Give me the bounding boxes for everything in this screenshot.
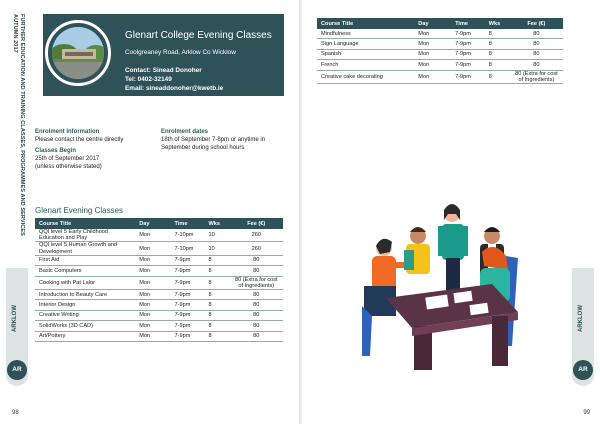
cell-weeks: 8 <box>205 321 230 331</box>
cell-fee: 80 <box>510 60 563 70</box>
college-building-photo <box>52 27 104 79</box>
region-tab-label: ARKLOW <box>12 305 18 332</box>
cell-day: Mon <box>135 300 170 310</box>
cell-weeks: 8 <box>485 39 510 49</box>
cell-time: 7-9pm <box>451 60 485 70</box>
glenart-classes-table <box>35 218 283 342</box>
cell-weeks: 8 <box>205 276 230 289</box>
table-row <box>35 229 283 242</box>
cell-course: Art/Pottery <box>35 331 135 341</box>
table-header-row <box>35 218 283 229</box>
classes-begin-note: (unless otherwise stated) <box>35 164 102 170</box>
enrolment-dates-line1: 18th of September 7-8pm or anytime in <box>161 137 266 143</box>
cell-course: Cooking with Pat Lalor <box>35 276 135 289</box>
table-row <box>35 331 283 341</box>
cell-course: Introduction to Beauty Care <box>35 290 135 300</box>
cell-weeks: 8 <box>485 70 510 83</box>
cell-day: Mon <box>135 290 170 300</box>
glenart-classes-table-continued <box>317 18 563 84</box>
cell-weeks: 8 <box>485 60 510 70</box>
cell-day: Mon <box>414 60 451 70</box>
cell-time: 7-9pm <box>451 29 485 39</box>
cell-fee: 260 <box>230 242 283 255</box>
contact-person: Contact: Sinead Donoher <box>125 67 202 74</box>
cell-fee: 80 <box>230 300 283 310</box>
cell-weeks: 8 <box>205 290 230 300</box>
cell-fee: 80 <box>230 310 283 320</box>
cell-fee: 80 <box>230 266 283 276</box>
cell-course: French <box>317 60 414 70</box>
cell-course: Spanish <box>317 49 414 59</box>
cell-time: 7-9pm <box>171 321 205 331</box>
enrolment-info-label: Enrolment Information <box>35 129 100 135</box>
table-row <box>35 300 283 310</box>
enrolment-dates-label: Enrolment dates <box>161 129 209 135</box>
classes-begin-date: 25th of September 2017 <box>35 156 100 162</box>
section-title: Glenart Evening Classes <box>35 206 124 215</box>
enrolment-dates <box>161 128 291 152</box>
table-row <box>317 39 563 49</box>
cell-weeks: 10 <box>205 229 230 242</box>
cell-day: Mon <box>414 70 451 83</box>
cell-course: Mindfulness <box>317 29 414 39</box>
col-header-course: Course Title <box>35 218 135 229</box>
cell-time: 7-9pm <box>171 310 205 320</box>
cell-time: 7-9pm <box>171 300 205 310</box>
cell-day: Mon <box>135 266 170 276</box>
cell-day: Mon <box>414 49 451 59</box>
cell-course: SolidWorks (3D CAD) <box>35 321 135 331</box>
cell-fee: 80 <box>510 29 563 39</box>
cell-day: Mon <box>135 276 170 289</box>
cell-weeks: 10 <box>205 242 230 255</box>
cell-time: 7-9pm <box>451 39 485 49</box>
cell-course: Creative Writing <box>35 310 135 320</box>
enrolment-dates-line2: September during school hours <box>161 145 245 151</box>
cell-weeks: 8 <box>485 49 510 59</box>
cell-time: 7-9pm <box>171 266 205 276</box>
cell-day: Mon <box>414 29 451 39</box>
table-row <box>35 255 283 265</box>
college-address: Coolgreaney Road, Arklow Co Wicklow <box>125 49 236 56</box>
cell-time: 7-9pm <box>451 70 485 83</box>
cell-course: Basic Computers <box>35 266 135 276</box>
cell-day: Mon <box>135 310 170 320</box>
cell-weeks: 8 <box>205 266 230 276</box>
cell-fee: 260 <box>230 229 283 242</box>
cell-weeks: 8 <box>205 300 230 310</box>
cell-course: QQI level 5 Early Childhood Education and Play <box>35 229 135 242</box>
cell-fee: 80 <box>230 255 283 265</box>
cell-fee: 80 (Extra for cost of Ingredients) <box>510 70 563 83</box>
table-row <box>35 290 283 300</box>
cell-fee: 80 <box>230 331 283 341</box>
cell-time: 7-9pm <box>171 276 205 289</box>
meeting-table <box>386 284 518 370</box>
classes-begin-label: Classes Begin <box>35 148 77 154</box>
cell-course: Creative cake decorating <box>317 70 414 83</box>
cell-day: Mon <box>414 39 451 49</box>
region-code-badge: AR <box>7 360 27 380</box>
contact-telephone: Tel: 0402-32149 <box>125 76 172 83</box>
col-header-fee: Fee (€) <box>510 18 563 29</box>
page-number: 99 <box>583 410 590 416</box>
cell-time: 7-9pm <box>171 331 205 341</box>
cell-weeks: 8 <box>205 310 230 320</box>
vertical-title-line1: FURTHER EDUCATION AND TRAINING CLASSES, PROGRAMMES AND SERVICES <box>19 14 25 236</box>
table-row <box>35 310 283 320</box>
cell-course: QQI level 5 Human Growth and Development <box>35 242 135 255</box>
region-tab-label: ARKLOW <box>578 305 584 332</box>
cell-fee: 80 <box>510 49 563 59</box>
col-header-fee: Fee (€) <box>230 218 283 229</box>
cell-fee: 80 (Extra for cost of Ingredients) <box>230 276 283 289</box>
cell-day: Mon <box>135 331 170 341</box>
col-header-day: Day <box>414 18 451 29</box>
col-header-weeks: Wks <box>485 18 510 29</box>
cell-weeks: 8 <box>485 29 510 39</box>
table-row <box>317 60 563 70</box>
col-header-weeks: Wks <box>205 218 230 229</box>
college-photo-pin <box>45 20 111 100</box>
region-tab <box>572 268 594 386</box>
table-row <box>35 266 283 276</box>
college-name: Glenart College Evening Classes <box>125 30 272 41</box>
cell-time: 7-9pm <box>171 255 205 265</box>
enrolment-information <box>35 128 155 171</box>
cell-day: Mon <box>135 242 170 255</box>
cell-time: 7-10pm <box>171 229 205 242</box>
cell-course: Interior Design <box>35 300 135 310</box>
group-study-illustration <box>342 196 562 376</box>
standing-woman-figure <box>438 204 468 298</box>
region-code-badge: AR <box>573 360 593 380</box>
cell-course: First Aid <box>35 255 135 265</box>
table-row <box>317 29 563 39</box>
table-row <box>317 70 563 83</box>
cell-day: Mon <box>135 229 170 242</box>
contact-email[interactable]: Email: sineaddonoher@kwetb.ie <box>125 85 224 92</box>
cell-weeks: 8 <box>205 331 230 341</box>
cell-day: Mon <box>135 321 170 331</box>
region-tab <box>6 268 28 386</box>
cell-fee: 80 <box>230 321 283 331</box>
col-header-course: Course Title <box>317 18 414 29</box>
col-header-time: Time <box>451 18 485 29</box>
cell-weeks: 8 <box>205 255 230 265</box>
cell-fee: 80 <box>230 290 283 300</box>
cell-fee: 80 <box>510 39 563 49</box>
table-row <box>35 242 283 255</box>
enrolment-info-text: Please contact the centre directly <box>35 137 124 143</box>
page-number: 98 <box>12 410 19 416</box>
cell-time: 7-9pm <box>171 290 205 300</box>
table-row <box>317 49 563 59</box>
col-header-time: Time <box>171 218 205 229</box>
cell-time: 7-10pm <box>171 242 205 255</box>
table-row <box>35 321 283 331</box>
pin-circle <box>45 20 111 86</box>
cell-time: 7-9pm <box>451 49 485 59</box>
table-row <box>35 276 283 289</box>
cell-course: Sign Language <box>317 39 414 49</box>
right-page <box>302 0 600 424</box>
man-yellow-figure <box>404 227 430 274</box>
col-header-day: Day <box>135 218 170 229</box>
table-header-row <box>317 18 563 29</box>
cell-day: Mon <box>135 255 170 265</box>
vertical-title-line2: AUTUMN 2017 <box>12 14 18 53</box>
